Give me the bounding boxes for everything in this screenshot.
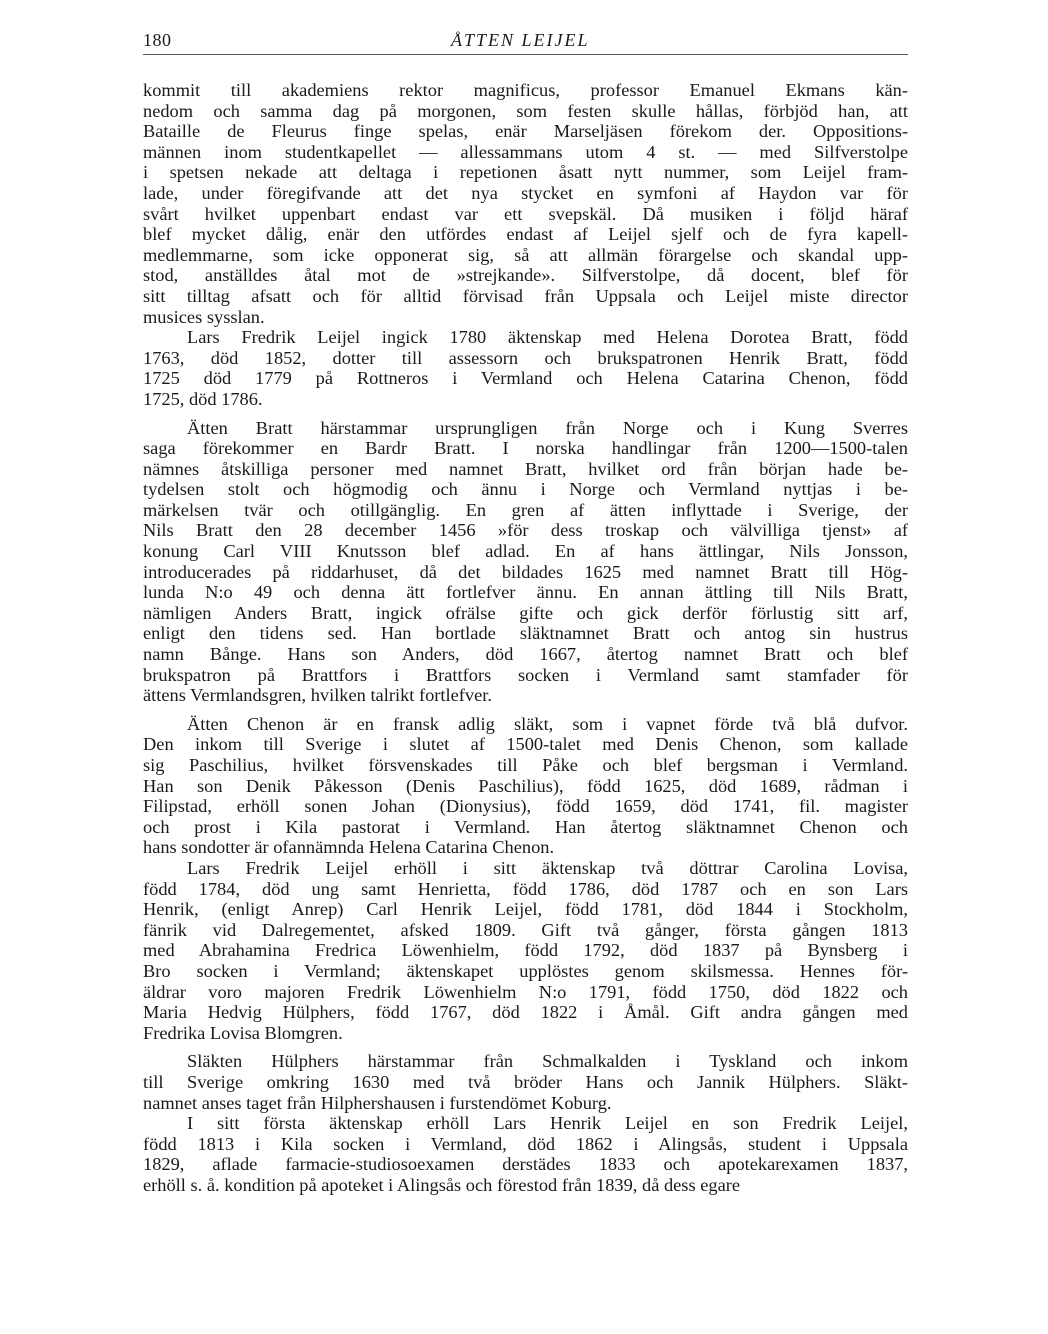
text-line: 1725 död 1779 på Rottneros i Vermland och Helena Catarina Chenon, född — [143, 368, 908, 389]
header-rule — [143, 54, 908, 55]
text-line: Henrik, (enligt Anrep) Carl Henrik Leijel, född 1781, död 1844 i Stockholm, — [143, 899, 908, 920]
text-line: äldrar voro majoren Fredrik Löwenhielm N:o 1791, född 1750, död 1822 och — [143, 981, 908, 1002]
text-line: märkelsen tvär och otillgänglig. En gren af ätten inflyttade i Sverige, der — [143, 499, 908, 520]
page-body-text — [143, 80, 908, 1195]
text-line: Filipstad, erhöll sonen Johan (Dionysius), född 1659, död 1741, fil. magister — [143, 796, 908, 817]
text-line: I sitt första äktenskap erhöll Lars Henrik Leijel en son Fredrik Leijel, — [187, 1113, 908, 1134]
text-line: introducerades på riddarhuset, då det bildades 1625 med namnet Bratt till Hög- — [143, 561, 908, 582]
paragraph — [143, 327, 908, 409]
text-line: till Sverige omkring 1630 med två bröder Hans och Jannik Hülphers. Släkt- — [143, 1071, 908, 1092]
text-line: Han son Denik Påkesson (Denis Paschilius), född 1625, död 1689, rådman i — [143, 775, 908, 796]
text-line: kommit till akademiens rektor magnificus, professor Emanuel Ekmans kän- — [143, 80, 908, 100]
text-line: saga förekommer en Bardr Bratt. I norska handlingar från 1200—1500-talen — [143, 438, 908, 459]
text-line: född 1784, död ung samt Henrietta, född 1786, död 1787 och en son Lars — [143, 878, 908, 899]
text-line: svårt hvilket uppenbart endast var ett svepskäl. Då musiken i följd häraf — [143, 203, 908, 224]
text-line: Den inkom till Sverige i slutet af 1500-talet med Denis Chenon, som kallade — [143, 734, 908, 755]
page-header — [143, 30, 908, 56]
text-line: med Abrahamina Fredrica Löwenhielm, född 1792, död 1837 på Bynsberg i — [143, 940, 908, 961]
text-line: född 1813 i Kila socken i Vermland, död 1862 i Alingsås, student i Uppsala — [143, 1133, 908, 1154]
text-line: 1763, död 1852, dotter till assessorn och brukspatronen Henrik Bratt, född — [143, 347, 908, 368]
text-line: Bataille de Fleurus finge spelas, enär Marseljäsen förekom der. Oppositions- — [143, 121, 908, 142]
paragraph — [143, 80, 908, 327]
text-line: hans sondotter är ofannämnda Helena Catarina Chenon. — [143, 837, 555, 858]
text-line: brukspatron på Brattfors i Brattfors socken i Vermland samt stamfader för — [143, 664, 908, 685]
text-line: namn Bånge. Hans son Anders, död 1667, återtog namnet Bratt och blef — [143, 644, 908, 665]
text-line: lunda N:o 49 och denna ätt fortlefver ännu. En annan ättling till Nils Bratt, — [143, 582, 908, 603]
text-line: tydelsen stolt och högmodig och ännu i Norge och Vermland nyttjas i be- — [143, 479, 908, 500]
paragraph — [143, 418, 908, 706]
paragraph — [143, 714, 908, 858]
paragraph — [143, 1113, 908, 1195]
text-line: Lars Fredrik Leijel erhöll i sitt äktenskap två döttrar Carolina Lovisa, — [187, 857, 908, 878]
text-line: nämligen Anders Bratt, ingick ofrälse gifte och gick derför förlustig sitt arf, — [143, 602, 908, 623]
running-title: ÅTTEN LEIJEL — [451, 30, 590, 50]
page-number: 180 — [143, 30, 172, 50]
text-line: blef mycket dålig, enär den utfördes endast af Leijel sjelf och de fyra kapell- — [143, 224, 908, 245]
text-line: nämnes åtskilliga personer med namnet Bratt, hvilket ord från början hade be- — [143, 458, 908, 479]
text-line: nedom och samma dag på morgonen, som festen skulle hållas, förbjöd han, att — [143, 100, 908, 121]
text-line: namnet anses taget från Hilphershausen i furstendömet Koburg. — [143, 1092, 612, 1113]
text-line: fänrik vid Dalregementet, afsked 1809. Gift två gånger, första gången 1813 — [143, 919, 908, 940]
text-line: Lars Fredrik Leijel ingick 1780 äktenskap med Helena Dorotea Bratt, född — [187, 327, 908, 348]
text-line: konung Carl VIII Knutsson blef adlad. En af hans ättlingar, Nils Jonsson, — [143, 541, 908, 562]
text-line: Bro socken i Vermland; äktenskapet upplöstes genom skilsmessa. Hennes för- — [143, 960, 908, 981]
text-line: enligt den tidens sed. Han bortlade släktnamnet Bratt och antog sin hustrus — [143, 623, 908, 644]
text-line: lade, under föregifvande att det nya stycket en symfoni af Haydon var för — [143, 182, 908, 203]
text-line: medlemmarne, som icke opponerat sig, så att allmän förargelse och skandal upp- — [143, 244, 908, 265]
text-line: Släkten Hülphers härstammar från Schmalkalden i Tyskland och inkom — [187, 1051, 908, 1072]
text-line: erhöll s. å. kondition på apoteket i Alingsås och förestod från 1839, då dess egare — [143, 1174, 741, 1195]
text-line: musices sysslan. — [143, 306, 265, 327]
text-line: och prost i Kila pastorat i Vermland. Han återtog släktnamnet Chenon och — [143, 816, 908, 837]
paragraph — [143, 858, 908, 1043]
text-line: Ätten Bratt härstammar ursprungligen från Norge och i Kung Sverres — [187, 417, 908, 438]
text-line: 1829, aflade farmacie-studiosoexamen derstädes 1833 och apotekarexamen 1837, — [143, 1154, 908, 1175]
text-line: stod, anställdes åtal mot de »strejkande». Silfverstolpe, då docent, blef för — [143, 265, 908, 286]
text-line: Nils Bratt den 28 december 1456 »för dess troskap och välvilliga tjenst» af — [143, 520, 908, 541]
text-line: ättens Vermlandsgren, hvilken talrikt fortlefver. — [143, 685, 492, 706]
text-line: Maria Hedvig Hülphers, född 1767, död 1822 i Åmål. Gift andra gången med — [143, 1002, 908, 1023]
text-line: 1725, död 1786. — [143, 388, 263, 409]
text-line: sitt tilltag afsatt och för alltid förvisad från Uppsala och Leijel miste director — [143, 285, 908, 306]
text-line: sig Paschilius, hvilket försvenskades till Påke och blef bergsman i Vermland. — [143, 755, 908, 775]
text-line: Ätten Chenon är en fransk adlig släkt, som i vapnet förde två blå dufvor. — [187, 713, 908, 734]
text-line: i spetsen nekade att deltaga i repetionen åsatt nytt nummer, som Leijel fram- — [143, 162, 908, 183]
paragraph — [143, 1051, 908, 1113]
text-line: Fredrika Lovisa Blomgren. — [143, 1022, 343, 1043]
text-line: männen inom studentkapellet — allessammans utom 4 st. — med Silfverstolpe — [143, 141, 908, 162]
